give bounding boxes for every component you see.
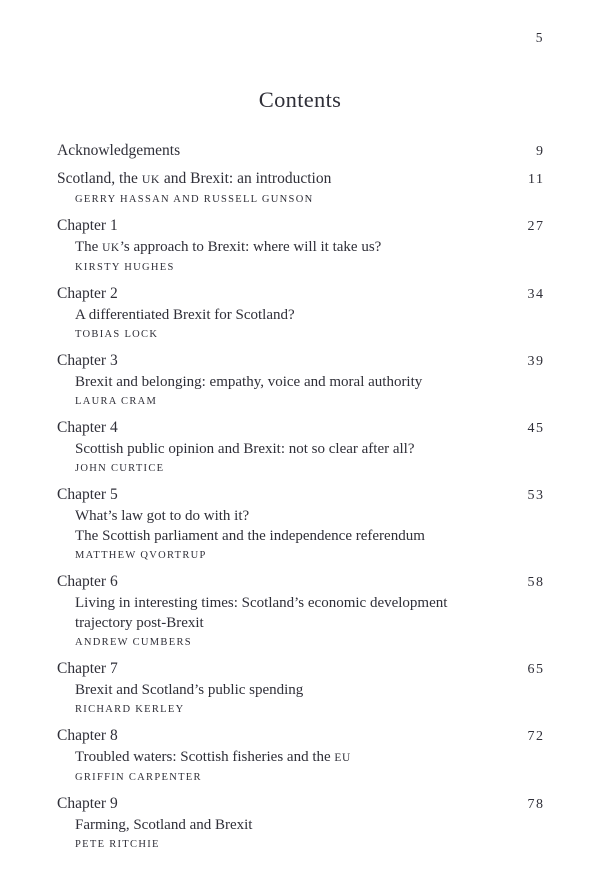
entry-heading [57, 658, 118, 679]
text-segment: Farming, Scotland and Brexit [75, 817, 253, 833]
entry-heading [57, 417, 118, 438]
entry-subtitle-line [75, 815, 543, 835]
entry-head-row [57, 350, 543, 372]
entry-subtitle-line [75, 680, 543, 700]
entry-page-number: 27 [527, 219, 545, 234]
text-segment: What’s law got to do with it? [75, 508, 250, 524]
entry-authors: GRIFFIN CARPENTER [75, 772, 202, 783]
entry-subtitle-line [75, 439, 543, 459]
text-segment: Chapter 3 [57, 352, 118, 369]
toc-entry [57, 215, 543, 275]
toc-entry [57, 658, 543, 717]
entry-subtitle-line [75, 372, 543, 392]
toc-entry [57, 725, 543, 785]
text-segment: and Brexit: an introduction [160, 170, 332, 187]
smallcaps-acronym: EU [334, 752, 351, 764]
text-segment: Brexit and Scotland’s public spending [75, 682, 304, 698]
entry-head-row [57, 283, 543, 305]
toc-entry [57, 793, 543, 852]
text-segment: Brexit and belonging: empathy, voice and moral authority [75, 374, 423, 390]
entry-head-row [57, 658, 543, 680]
entry-page-number: 34 [527, 287, 545, 302]
entry-heading [57, 215, 118, 236]
entry-authors: KIRSTY HUGHES [75, 262, 175, 273]
text-segment: Chapter 1 [57, 217, 118, 234]
entry-subtitle-line [75, 747, 543, 768]
entry-authors: RICHARD KERLEY [75, 704, 185, 715]
entry-page-number: 72 [527, 729, 545, 744]
text-segment: Acknowledgements [57, 142, 181, 159]
entry-subtitle-line [75, 613, 543, 633]
text-segment: Living in interesting times: Scotland’s economic development [75, 595, 448, 611]
entry-heading [57, 140, 180, 161]
entry-heading [57, 725, 118, 746]
entry-heading [57, 168, 331, 190]
entry-head-row [57, 571, 543, 593]
entry-page-number: 11 [528, 172, 545, 187]
entry-heading [57, 571, 118, 592]
entry-subtitle-line [75, 237, 543, 258]
entry-subtitle-line [75, 593, 543, 613]
page-number-folio: 5 [535, 30, 543, 45]
entry-page-number: 53 [527, 488, 545, 503]
entry-authors: LAURA CRAM [75, 396, 158, 407]
contents-title: Contents [258, 87, 342, 112]
entry-head-row [57, 484, 543, 506]
entry-page-number: 39 [527, 354, 545, 369]
entry-page-number: 58 [527, 575, 545, 590]
entry-head-row [57, 168, 543, 190]
text-segment: The [75, 239, 103, 255]
text-segment: Scottish public opinion and Brexit: not so clear after all? [75, 441, 415, 457]
entry-authors: MATTHEW QVORTRUP [75, 550, 207, 561]
toc-entries [57, 140, 543, 852]
entry-authors: GERRY HASSAN AND RUSSELL GUNSON [75, 194, 314, 205]
toc-entry [57, 140, 543, 162]
text-segment: Chapter 8 [57, 727, 118, 744]
smallcaps-acronym: UK [141, 173, 161, 186]
entry-authors: ANDREW CUMBERS [75, 637, 192, 648]
toc-entry [57, 350, 543, 409]
toc-entry [57, 571, 543, 650]
entry-subtitle-line [75, 506, 543, 526]
text-segment: A differentiated Brexit for Scotland? [75, 307, 295, 323]
entry-page-number: 65 [527, 662, 545, 677]
text-segment: Troubled waters: Scottish fisheries and the [75, 749, 335, 765]
entry-authors: TOBIAS LOCK [75, 329, 159, 340]
entry-page-number: 78 [527, 797, 545, 812]
text-segment: Chapter 6 [57, 573, 118, 590]
entry-head-row [57, 140, 543, 162]
text-segment: Chapter 2 [57, 285, 118, 302]
entry-heading [57, 484, 118, 505]
text-segment: trajectory post-Brexit [75, 615, 204, 631]
text-segment: Chapter 9 [57, 795, 118, 812]
text-segment: Chapter 7 [57, 660, 118, 677]
toc-entry [57, 283, 543, 342]
entry-head-row [57, 215, 543, 237]
entry-authors: JOHN CURTICE [75, 463, 165, 474]
text-segment: The Scottish parliament and the independence referendum [75, 528, 425, 544]
smallcaps-acronym: UK [102, 242, 120, 254]
toc-entry [57, 417, 543, 476]
entry-subtitle-line [75, 526, 543, 546]
entry-heading [57, 350, 118, 371]
text-segment: Chapter 4 [57, 419, 118, 436]
entry-authors: PETE RITCHIE [75, 839, 160, 850]
toc-entry [57, 484, 543, 563]
entry-head-row [57, 793, 543, 815]
text-segment: ’s approach to Brexit: where will it take us? [119, 239, 382, 255]
entry-page-number: 9 [536, 144, 545, 159]
entry-subtitle-line [75, 305, 543, 325]
text-segment: Chapter 5 [57, 486, 118, 503]
toc-entry [57, 168, 543, 207]
entry-page-number: 45 [527, 421, 545, 436]
entry-head-row [57, 417, 543, 439]
entry-head-row [57, 725, 543, 747]
entry-heading [57, 283, 118, 304]
text-segment: Scotland, the [57, 170, 142, 187]
entry-heading [57, 793, 118, 814]
